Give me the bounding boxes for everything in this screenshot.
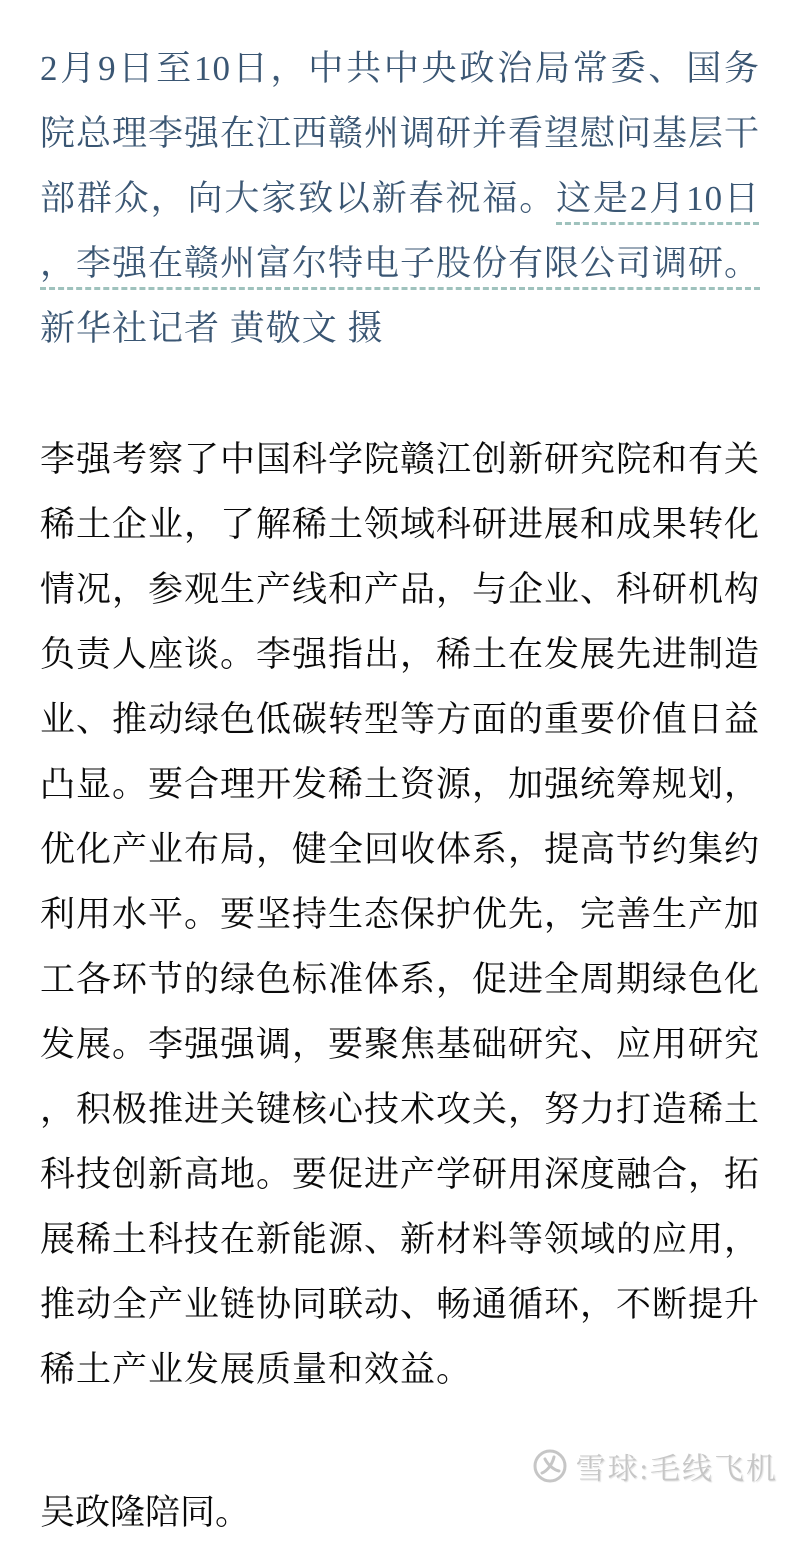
caption-text: 2月9日至10日，中共中央政治局常委、国务院总理李强在江西赣州调研并看望慰问基层干部群众，向大家致以新春祝福。 <box>40 49 761 218</box>
watermark-label: 雪球:毛线飞机 <box>575 1453 778 1486</box>
photo-credit: 新华社记者 黄敬文 摄 <box>40 309 384 348</box>
article-footer: 吴政隆陪同。 <box>40 1493 251 1532</box>
xueqiu-watermark <box>532 1444 778 1488</box>
xueqiu-logo-icon <box>532 1448 568 1484</box>
article-body: 李强考察了中国科学院赣江创新研究院和有关稀土企业，了解稀土领域科研进展和成果转化情况，参观生产线和产品，与企业、科研机构负责人座谈。李强指出，稀土在发展先进制造业、推动绿色低碳转型等方面的重要价值日益凸显。要合理开发稀土资源，加强统筹规划，优化产业布局，健全回收体系，提高节约集约利用水平。要坚持生态保护优先，完善生产加工各环节的绿色标准体系，促进全周期绿色化发展。李强强调，要聚焦基础研究、应用研究，积极推进关键核心技术攻关，努力打造稀土科技创新高地。要促进产学研用深度融合，拓展稀土科技在新能源、新材料等领域的应用，推动全产业链协同联动、畅通循环，不断提升稀土产业发展质量和效益。 <box>40 440 761 1389</box>
caption-underlined-text: 这是2月10日，李强在赣州富尔特电子股份有限公司调研。 <box>40 179 761 283</box>
photo-caption <box>40 36 760 361</box>
